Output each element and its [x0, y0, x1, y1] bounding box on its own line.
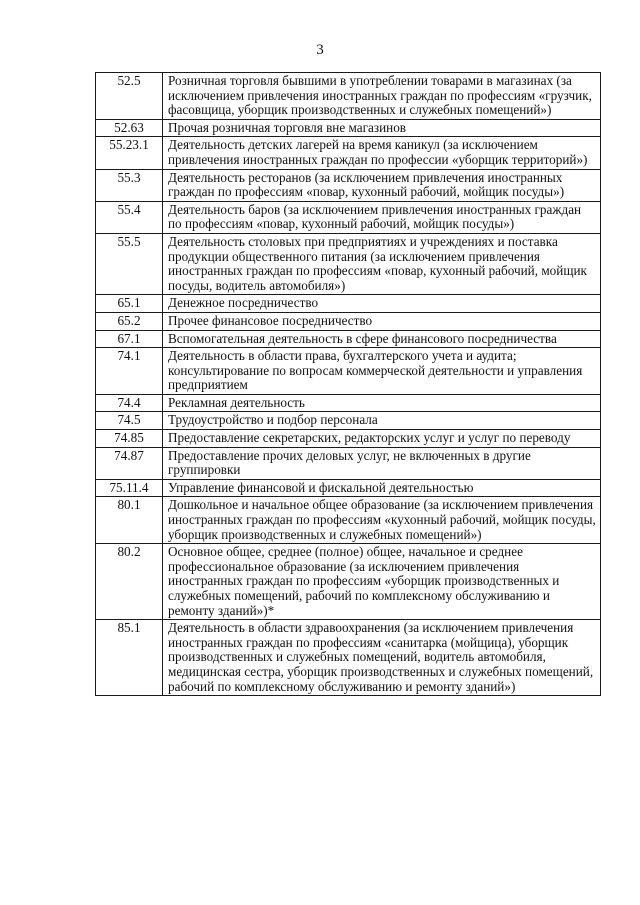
activity-code-cell: 55.4 — [96, 201, 163, 233]
activity-description-cell: Предоставление прочих деловых услуг, не включенных в другие группировки — [163, 447, 601, 479]
activity-code-cell: 55.3 — [96, 169, 163, 201]
activity-code-cell: 80.2 — [96, 544, 163, 620]
activity-description-cell: Прочая розничная торговля вне магазинов — [163, 119, 601, 137]
activity-description-cell: Вспомогательная деятельность в сфере финансового посредничества — [163, 330, 601, 348]
table-row — [96, 479, 601, 497]
activity-description-cell: Денежное посредничество — [163, 295, 601, 313]
activity-code-cell: 67.1 — [96, 330, 163, 348]
table-row — [96, 312, 601, 330]
table-row — [96, 348, 601, 395]
activity-description-cell: Дошкольное и начальное общее образование (за исключением привлечения иностранных граждан по профессиям «кухонный рабочий, мойщик посуды, уборщик производственных и служебных помещений») — [163, 497, 601, 544]
activity-description-cell: Основное общее, среднее (полное) общее, начальное и среднее профессиональное образование (за исключением привлечения иностранных граждан по профессиям «уборщик производственных и служебных помещений, рабочий по комплексному обслуживанию и ремонту зданий»)* — [163, 544, 601, 620]
activity-description-cell: Деятельность в области здравоохранения (за исключением привлечения иностранных граждан по профессиям «санитарка (мойщица), уборщик производственных и служебных помещений, водитель автомобиля, медицинская сестра, уборщик производственных и служебных помещений, рабочий по комплексному обслуживанию и ремонту зданий») — [163, 620, 601, 696]
activity-description-cell: Рекламная деятельность — [163, 394, 601, 412]
activity-code-cell: 65.1 — [96, 295, 163, 313]
table-row — [96, 394, 601, 412]
table-row — [96, 447, 601, 479]
table-row — [96, 295, 601, 313]
activity-description-cell: Управление финансовой и фискальной деятельностью — [163, 479, 601, 497]
activity-code-cell: 74.1 — [96, 348, 163, 395]
page-number: 3 — [316, 42, 324, 58]
table-row — [96, 169, 601, 201]
activity-description-cell: Деятельность баров (за исключением привлечения иностранных граждан по профессиям «повар, кухонный рабочий, мойщик посуды») — [163, 201, 601, 233]
activity-code-cell: 74.5 — [96, 412, 163, 430]
activity-description-cell: Деятельность ресторанов (за исключением привлечения иностранных граждан по профессиям «повар, кухонный рабочий, мойщик посуды») — [163, 169, 601, 201]
table-row — [96, 201, 601, 233]
activity-code-cell: 85.1 — [96, 620, 163, 696]
activity-description-cell: Деятельность столовых при предприятиях и учреждениях и поставка продукции общественного питания (за исключением привлечения иностранных граждан по профессиям «повар, кухонный рабочий, мойщик посуды, водитель автомобиля») — [163, 233, 601, 294]
table-row — [96, 137, 601, 169]
activity-code-cell: 74.87 — [96, 447, 163, 479]
table-row — [96, 233, 601, 294]
table-row — [96, 497, 601, 544]
activity-code-cell: 55.5 — [96, 233, 163, 294]
activity-description-cell: Деятельность детских лагерей на время каникул (за исключением привлечения иностранных граждан по профессии «уборщик территорий») — [163, 137, 601, 169]
activity-codes-table — [95, 72, 601, 696]
table-row — [96, 430, 601, 448]
activity-description-cell: Предоставление секретарских, редакторских услуг и услуг по переводу — [163, 430, 601, 448]
table-row — [96, 330, 601, 348]
table-body — [96, 73, 601, 696]
activity-code-cell: 65.2 — [96, 312, 163, 330]
activity-description-cell: Деятельность в области права, бухгалтерского учета и аудита; консультирование по вопросам коммерческой деятельности и управления предприятием — [163, 348, 601, 395]
table-row — [96, 412, 601, 430]
activity-description-cell: Прочее финансовое посредничество — [163, 312, 601, 330]
activity-description-cell: Розничная торговля бывшими в употреблении товарами в магазинах (за исключением привлечения иностранных граждан по профессиям «грузчик, фасовщица, уборщик производственных и служебных помещений») — [163, 73, 601, 120]
activity-code-cell: 80.1 — [96, 497, 163, 544]
activity-code-cell: 74.4 — [96, 394, 163, 412]
table-row — [96, 73, 601, 120]
activity-code-cell: 55.23.1 — [96, 137, 163, 169]
activity-code-cell: 74.85 — [96, 430, 163, 448]
table-row — [96, 544, 601, 620]
activity-code-cell: 52.5 — [96, 73, 163, 120]
table-row — [96, 620, 601, 696]
activity-code-cell: 75.11.4 — [96, 479, 163, 497]
table-row — [96, 119, 601, 137]
activity-code-cell: 52.63 — [96, 119, 163, 137]
activity-description-cell: Трудоустройство и подбор персонала — [163, 412, 601, 430]
